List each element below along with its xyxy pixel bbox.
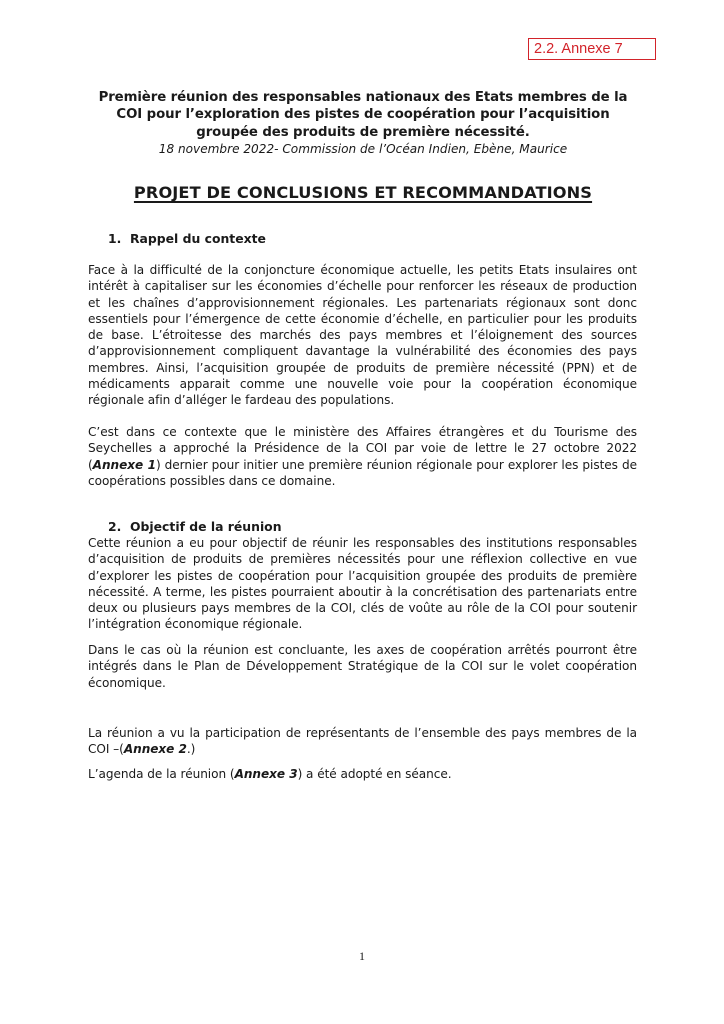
section-number: 2. bbox=[108, 519, 122, 534]
paragraph-text: L’agenda de la réunion ( bbox=[88, 767, 235, 781]
paragraph-text: .) bbox=[186, 742, 196, 757]
section-heading-objectif bbox=[108, 519, 282, 535]
annex-reference: Annexe 1 bbox=[92, 457, 156, 472]
paragraph-agenda bbox=[88, 766, 637, 782]
paragraph-seychelles-request bbox=[88, 424, 637, 489]
annex-tag-label: 2.2. Annexe 7 bbox=[534, 41, 623, 57]
annex-tag bbox=[528, 38, 656, 60]
section-heading-contexte bbox=[108, 231, 266, 247]
paragraph-text: C’est dans ce contexte que le ministère des Affaires étrangères et du Tourisme des Seychelles a approché la Présidence de la COI par voie de lettre le 27 octobre 2022 ( bbox=[88, 425, 637, 472]
document-header bbox=[82, 89, 644, 157]
paragraph-contexte: Face à la difficulté de la conjoncture économique actuelle, les petits Etats insulaires ont intérêt à capitaliser sur les économies d’échelle pour renforcer les réseaux de production et les chaînes d’approvisionnement régionales. Les partenariats régionaux sont donc essentiels pour l’émergence de cette économie d’échelle, en particulier pour les produits de base. L’étroitesse des marchés des pays membres et l’éloignement des sources d’approvisionnement compliquent davantage la vulnérabilité des économies des pays membres. Ainsi, l’acquisition groupée de produits de première nécessité (PPN) et de médicaments apparait comme une nouvelle voie pour la coopération économique régionale afin d’alléger le fardeau des populations. bbox=[88, 263, 637, 408]
paragraph-conclusion-case: Dans le cas où la réunion est concluante, les axes de coopération arrêtés pourront être intégrés dans le Plan de Développement Stratégique de la COI sur le volet coopération économique. bbox=[88, 643, 637, 690]
header-title-line: COI pour l’exploration des pistes de coopération pour l’acquisition bbox=[116, 107, 610, 123]
section-number: 1. bbox=[108, 231, 122, 246]
page-number: 1 bbox=[359, 949, 365, 963]
header-title-line: groupée des produits de première nécessité. bbox=[196, 124, 530, 140]
annex-reference: Annexe 2 bbox=[123, 742, 187, 757]
annex-reference: Annexe 3 bbox=[234, 767, 298, 781]
paragraph-participation bbox=[88, 725, 637, 758]
main-heading: PROJET DE CONCLUSIONS ET RECOMMANDATIONS bbox=[133, 183, 593, 202]
paragraph-text: La réunion a vu la participation de représentants de l’ensemble des pays membres de la COI –( bbox=[88, 726, 637, 757]
section-title: Objectif de la réunion bbox=[130, 519, 282, 534]
header-title-line: Première réunion des responsables nationaux des Etats membres de la bbox=[98, 90, 628, 105]
section-title: Rappel du contexte bbox=[130, 231, 266, 246]
paragraph-text: ) a été adopté en séance. bbox=[297, 767, 452, 781]
header-subtitle: 18 novembre 2022- Commission de l’Océan Indien, Ebène, Maurice bbox=[158, 141, 568, 156]
paragraph-text: ) dernier pour initier une première réunion régionale pour explorer les pistes de coopérations possibles dans ce domaine. bbox=[88, 457, 637, 488]
paragraph-objectif: Cette réunion a eu pour objectif de réunir les responsables des institutions responsables d’acquisition de produits de premières nécessités pour une réflexion collective en vue d’explorer les pistes de coopération pour l’acquisition groupée des produits de première nécessité. A terme, les pistes pourraient aboutir à la concrétisation des partenariats entre deux ou plusieurs pays membres de la COI, clés de voûte au rôle de la COI pour soutenir l’intégration économique régionale. bbox=[88, 536, 637, 632]
